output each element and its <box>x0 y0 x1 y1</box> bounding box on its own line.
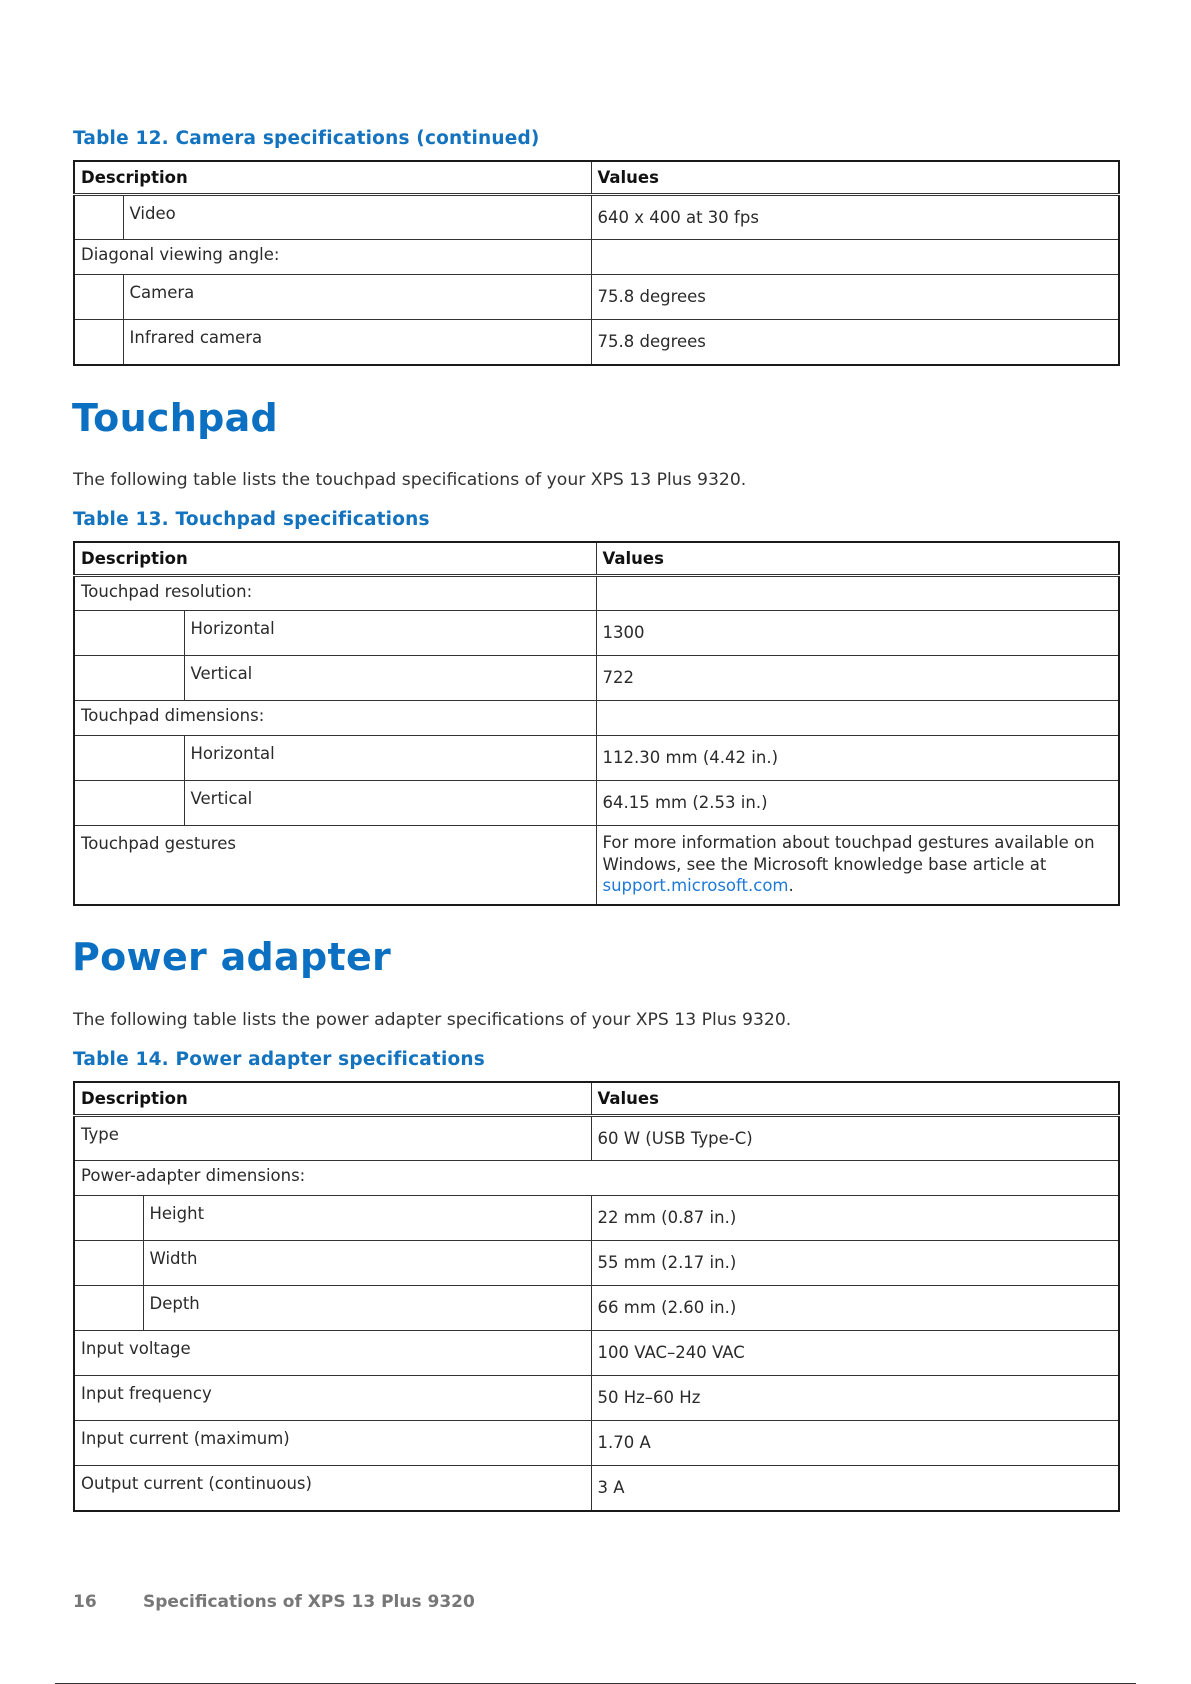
row-label: Input frequency <box>74 1376 591 1421</box>
indent-cell <box>74 195 123 240</box>
table-row <box>74 1376 1119 1421</box>
row-label: Height <box>143 1196 591 1241</box>
row-value: 22 mm (0.87 in.) <box>591 1196 1119 1241</box>
table-header-values: Values <box>591 161 1119 195</box>
row-value-empty <box>591 240 1119 275</box>
row-label: Touchpad gestures <box>74 826 596 905</box>
row-group-label: Touchpad dimensions: <box>74 701 596 736</box>
row-label: Camera <box>123 275 591 320</box>
table-header-description: Description <box>74 1082 591 1116</box>
table-row <box>74 320 1119 365</box>
table-header-values: Values <box>596 542 1119 576</box>
table-row <box>74 576 1119 611</box>
camera-spec-table <box>73 160 1120 366</box>
row-label: Vertical <box>184 781 596 826</box>
touchpad-spec-table <box>73 541 1120 906</box>
table-row <box>74 1161 1119 1196</box>
table-row <box>74 195 1119 240</box>
table-row <box>74 781 1119 826</box>
power-adapter-intro: The following table lists the power adapter specifications of your XPS 13 Plus 9320. <box>73 1010 792 1030</box>
row-group-label: Power-adapter dimensions: <box>74 1161 1119 1196</box>
table-header-values: Values <box>591 1082 1119 1116</box>
row-value: 60 W (USB Type-C) <box>591 1116 1119 1161</box>
table-row <box>74 611 1119 656</box>
row-value: 3 A <box>591 1466 1119 1511</box>
row-value: 50 Hz–60 Hz <box>591 1376 1119 1421</box>
table-row <box>74 1116 1119 1161</box>
row-label: Type <box>74 1116 591 1161</box>
row-label: Input voltage <box>74 1331 591 1376</box>
indent-cell <box>74 320 123 365</box>
indent-cell <box>74 656 184 701</box>
indent-cell <box>74 781 184 826</box>
table-row <box>74 701 1119 736</box>
row-value-empty <box>596 576 1119 611</box>
power-adapter-heading: Power adapter <box>72 935 392 979</box>
row-value: 722 <box>596 656 1119 701</box>
row-label: Vertical <box>184 656 596 701</box>
row-value: 100 VAC–240 VAC <box>591 1331 1119 1376</box>
microsoft-support-link[interactable]: support.microsoft.com <box>602 876 789 895</box>
row-value: 75.8 degrees <box>591 275 1119 320</box>
row-value: 55 mm (2.17 in.) <box>591 1241 1119 1286</box>
row-value: 112.30 mm (4.42 in.) <box>596 736 1119 781</box>
row-group-label: Diagonal viewing angle: <box>74 240 591 275</box>
table-14-caption: Table 14. Power adapter specifications <box>73 1049 486 1070</box>
row-label: Depth <box>143 1286 591 1331</box>
indent-cell <box>74 1241 143 1286</box>
row-group-label: Touchpad resolution: <box>74 576 596 611</box>
table-row <box>74 1331 1119 1376</box>
indent-cell <box>74 611 184 656</box>
table-row <box>74 1286 1119 1331</box>
row-label: Video <box>123 195 591 240</box>
row-value: 640 x 400 at 30 fps <box>591 195 1119 240</box>
table-12-caption: Table 12. Camera specifications (continued) <box>73 128 540 149</box>
indent-cell <box>74 1286 143 1331</box>
table-row <box>74 656 1119 701</box>
indent-cell <box>74 736 184 781</box>
table-row <box>74 275 1119 320</box>
table-row <box>74 240 1119 275</box>
table-header-description: Description <box>74 161 591 195</box>
indent-cell <box>74 275 123 320</box>
table-row <box>74 826 1119 905</box>
row-label: Infrared camera <box>123 320 591 365</box>
row-label: Horizontal <box>184 611 596 656</box>
row-label: Output current (continuous) <box>74 1466 591 1511</box>
row-value: 1.70 A <box>591 1421 1119 1466</box>
gestures-end: . <box>788 876 794 895</box>
touchpad-intro: The following table lists the touchpad specifications of your XPS 13 Plus 9320. <box>73 470 747 490</box>
row-value: 1300 <box>596 611 1119 656</box>
row-value: 66 mm (2.60 in.) <box>591 1286 1119 1331</box>
table-13-caption: Table 13. Touchpad specifications <box>73 509 430 530</box>
table-header-description: Description <box>74 542 596 576</box>
indent-cell <box>74 1196 143 1241</box>
power-adapter-spec-table <box>73 1081 1120 1512</box>
table-row <box>74 1196 1119 1241</box>
page-number: 16 <box>73 1592 97 1612</box>
gestures-text: For more information about touchpad gestures available on Windows, see the Microsoft knowledge base article at <box>602 833 1095 874</box>
footer-title: Specifications of XPS 13 Plus 9320 <box>143 1592 475 1612</box>
row-label: Input current (maximum) <box>74 1421 591 1466</box>
row-value-empty <box>596 701 1119 736</box>
row-value <box>596 826 1119 905</box>
table-row <box>74 736 1119 781</box>
row-value: 75.8 degrees <box>591 320 1119 365</box>
row-label: Width <box>143 1241 591 1286</box>
touchpad-heading: Touchpad <box>72 396 279 440</box>
table-row <box>74 1421 1119 1466</box>
row-label: Horizontal <box>184 736 596 781</box>
row-value: 64.15 mm (2.53 in.) <box>596 781 1119 826</box>
table-row <box>74 1241 1119 1286</box>
table-row <box>74 1466 1119 1511</box>
